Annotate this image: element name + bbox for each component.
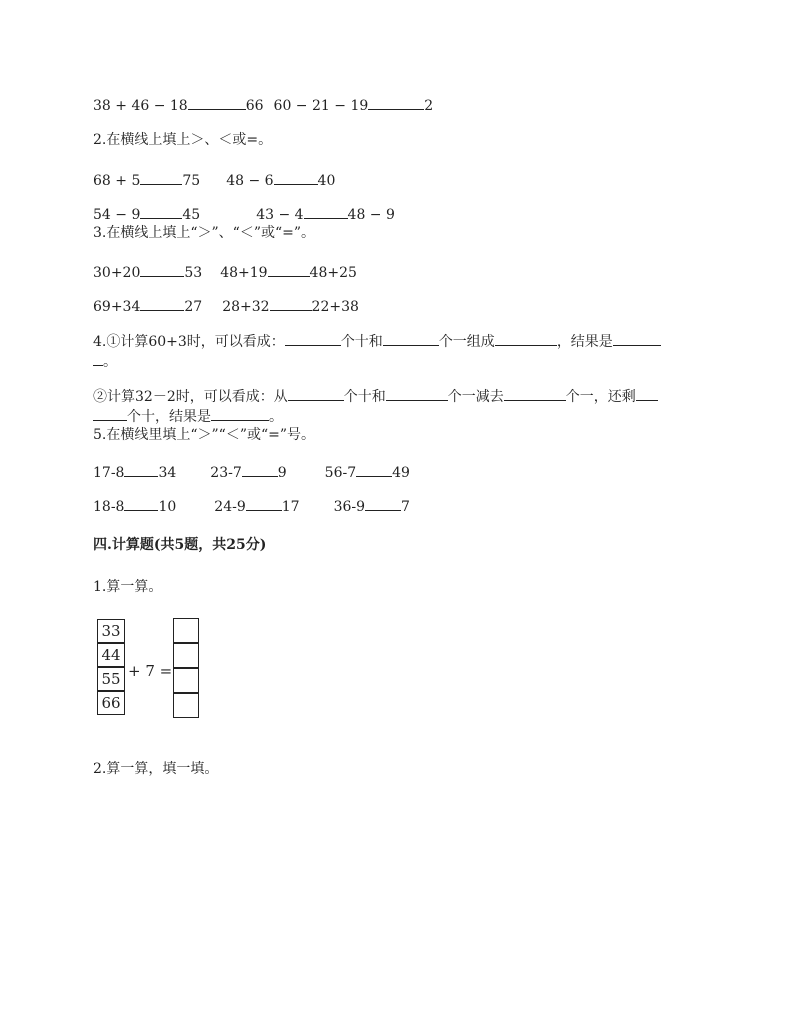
number-cell: 55 (97, 667, 125, 691)
calc-1-title: 1.算一算。 (93, 579, 163, 595)
comparison-row-6 (93, 462, 410, 482)
answer-blank-cont[interactable] (93, 406, 127, 421)
question-4-part-1 (93, 331, 661, 351)
expr-value: 22+38 (311, 299, 359, 315)
number-cell: 44 (97, 643, 125, 667)
expr-left: 54 − 9 (93, 207, 141, 223)
q4-text: 个十和 (340, 334, 383, 350)
expr-left: 23-7 (210, 465, 242, 481)
answer-blank[interactable] (356, 462, 392, 477)
answer-blank[interactable] (285, 331, 341, 346)
answer-blank[interactable] (211, 406, 269, 421)
answer-blank[interactable] (242, 462, 278, 477)
expr-value: 10 (158, 499, 177, 515)
expr-value: 48 − 9 (347, 207, 395, 223)
answer-blank[interactable] (636, 386, 658, 401)
expr-left: 18-8 (93, 499, 125, 515)
expr-left: 17-8 (93, 465, 125, 481)
expr-value: 49 (392, 465, 410, 481)
answer-box[interactable] (173, 618, 199, 643)
expr-value: 48+25 (309, 265, 357, 281)
calc-2-title: 2.算一算，填一填。 (93, 761, 219, 777)
q4-text: 个一组成 (438, 334, 495, 350)
expr-value: 75 (182, 173, 201, 189)
answer-box[interactable] (173, 693, 199, 718)
expr-value: 2 (424, 98, 434, 114)
q4-text: 个一减去 (447, 389, 504, 405)
expr-left: 68 + 5 (93, 173, 141, 189)
expr-value: 45 (182, 207, 201, 223)
answer-blank[interactable] (504, 386, 566, 401)
comparison-row-5 (93, 296, 359, 316)
question-4-part-2 (93, 386, 658, 406)
expr-value: 66 (245, 98, 264, 114)
answer-blank[interactable] (268, 262, 310, 277)
answer-blank[interactable] (383, 331, 439, 346)
answer-blank[interactable] (140, 204, 182, 219)
answer-blank[interactable] (365, 496, 401, 511)
q4-text: 。 (103, 354, 117, 370)
section-4-title: 四.计算题(共5题，共25分) (93, 537, 267, 553)
number-cell: 33 (97, 619, 125, 643)
q4-text: 4.①计算60+3时，可以看成： (93, 334, 285, 350)
answer-box[interactable] (173, 668, 199, 693)
expr-left: 36-9 (333, 499, 366, 515)
q4-text: ②计算32－2时，可以看成：从 (93, 389, 288, 405)
expr-left: 24-9 (214, 499, 246, 515)
expr-left: 60 − 21 − 19 (273, 98, 369, 114)
q4-text: 个十和 (343, 389, 386, 405)
expr-left: 30+20 (93, 265, 141, 281)
expr-left: 43 − 4 (256, 207, 304, 223)
expr-value: 34 (158, 465, 177, 481)
expr-value: 53 (184, 265, 203, 281)
expr-left: 69+34 (93, 299, 141, 315)
number-stack (97, 619, 127, 715)
answer-blank[interactable] (188, 95, 246, 110)
q4-text: 个一，还剩 (565, 389, 636, 405)
answer-blank[interactable] (270, 296, 312, 311)
expr-left: 56-7 (324, 465, 357, 481)
expr-value: 17 (281, 499, 300, 515)
answer-blank[interactable] (495, 331, 557, 346)
answer-blank[interactable] (288, 386, 344, 401)
answer-blank[interactable] (246, 496, 282, 511)
question-3-title: 3.在横线上填上“＞”、“＜”或“=”。 (93, 225, 316, 241)
expr-left: 48 − 6 (226, 173, 274, 189)
comparison-row-1 (93, 95, 433, 115)
answer-blank[interactable] (140, 170, 182, 185)
question-4-part-2-cont (93, 406, 283, 426)
expr-left: 48+19 (220, 265, 268, 281)
comparison-row-4 (93, 262, 357, 282)
answer-blank[interactable] (124, 462, 158, 477)
answer-blank[interactable] (124, 496, 158, 511)
q4-text: 。 (269, 409, 283, 425)
expr-value: 7 (401, 499, 410, 515)
number-cell: 66 (97, 691, 125, 715)
answer-stack (173, 618, 199, 718)
answer-blank[interactable] (386, 386, 448, 401)
answer-blank[interactable] (304, 204, 348, 219)
comparison-row-7 (93, 496, 410, 516)
answer-blank[interactable] (368, 95, 424, 110)
expr-value: 27 (184, 299, 203, 315)
expr-left: 28+32 (222, 299, 270, 315)
answer-blank-cont[interactable] (93, 351, 103, 366)
comparison-row-2 (93, 170, 335, 190)
expr-left: 38 + 46 − 18 (93, 98, 188, 114)
q4-text: ，结果是 (556, 334, 613, 350)
answer-blank[interactable] (274, 170, 318, 185)
question-2-title: 2.在横线上填上＞、＜或=。 (93, 132, 273, 148)
answer-box[interactable] (173, 643, 199, 668)
q4-text: 个十，结果是 (127, 409, 211, 425)
answer-blank[interactable] (140, 262, 184, 277)
expr-value: 40 (317, 173, 336, 189)
answer-blank[interactable] (140, 296, 184, 311)
expr-value: 9 (277, 465, 287, 481)
operator-text: + 7 = (128, 662, 173, 680)
question-4-part-1-cont (93, 351, 117, 371)
answer-blank[interactable] (613, 331, 661, 346)
comparison-row-3 (93, 204, 395, 224)
question-5-title: 5.在横线里填上“＞”“＜”或“=”号。 (93, 427, 316, 443)
